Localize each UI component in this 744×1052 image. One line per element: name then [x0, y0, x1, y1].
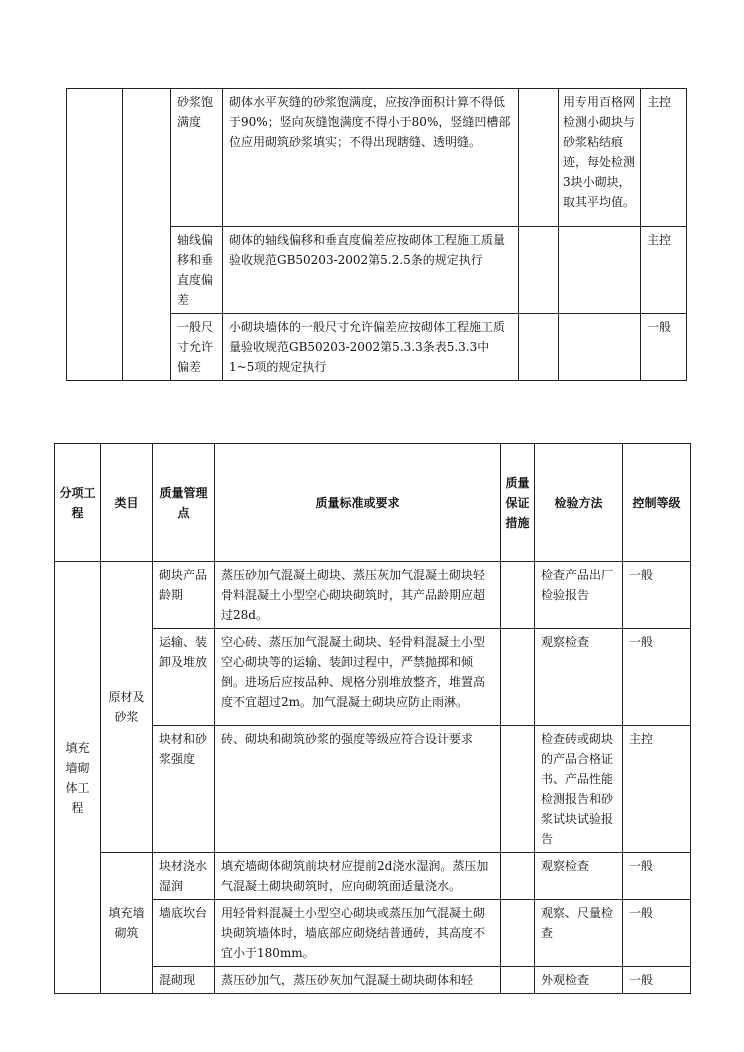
quality-point: 砂浆饱满度 — [171, 89, 223, 227]
header-division: 分项工程 — [55, 444, 101, 562]
quality-point: 墙底坎台 — [153, 900, 215, 967]
quality-point: 块材浇水湿润 — [153, 853, 215, 900]
table-row — [55, 853, 691, 900]
inspection-method: 检查产品出厂检验报告 — [535, 562, 623, 629]
quality-requirement: 用轻骨料混凝土小型空心砌块或蒸压加气混凝土砌块砌筑墙体时，墙底部应砌烧结普通砖，其高度不宜小于180mm。 — [215, 900, 501, 967]
quality-point: 混砌现 — [153, 967, 215, 994]
table-header-row — [55, 444, 691, 562]
quality-point: 轴线偏移和垂直度偏差 — [171, 227, 223, 314]
assurance-measure — [501, 853, 535, 900]
control-level: 主控 — [641, 89, 687, 227]
inspection-method: 外观检查 — [535, 967, 623, 994]
header-inspection-method: 检验方法 — [535, 444, 623, 562]
quality-requirement: 填充墙砌体砌筑前块材应提前2d浇水湿润。蒸压加气混凝土砌块砌筑时，应向砌筑面适量浇水。 — [215, 853, 501, 900]
assurance-measure — [519, 227, 559, 314]
inspection-method: 检查砖或砌块的产品合格证书、产品性能检测报告和砂浆试块试验报告 — [535, 726, 623, 853]
inspection-method: 用专用百格网检测小砌块与砂浆粘结痕迹，每处检测3块小砌块，取其平均值。 — [559, 89, 641, 227]
quality-point: 一般尺寸允许偏差 — [171, 314, 223, 381]
assurance-measure — [501, 726, 535, 853]
quality-point: 运输、装卸及堆放 — [153, 629, 215, 726]
category-cell: 原材及砂浆 — [101, 562, 153, 853]
quality-requirement: 小砌块墙体的一般尺寸允许偏差应按砌体工程施工质量验收规范GB50203-2002第5.3.3条表5.3.3中1~5项的规定执行 — [223, 314, 519, 381]
header-category: 类目 — [101, 444, 153, 562]
inspection-method: 观察、尺量检查 — [535, 900, 623, 967]
quality-requirement: 蒸压砂加气混凝土砌块、蒸压灰加气混凝土砌块轻骨料混凝土小型空心砌块砌筑时，其产品龄期应超过28d。 — [215, 562, 501, 629]
inspection-method — [559, 227, 641, 314]
quality-requirement: 砖、砌块和砌筑砂浆的强度等级应符合设计要求 — [215, 726, 501, 853]
control-level: 主控 — [641, 227, 687, 314]
quality-table-continued — [66, 88, 687, 381]
table-row — [67, 89, 687, 227]
control-level: 一般 — [623, 629, 691, 726]
assurance-measure — [519, 314, 559, 381]
empty-cell — [67, 89, 123, 381]
assurance-measure — [501, 967, 535, 994]
header-quality-point: 质量管理点 — [153, 444, 215, 562]
control-level: 主控 — [623, 726, 691, 853]
quality-requirement: 砌体水平灰缝的砂浆饱满度，应按净面积计算不得低于90%；竖向灰缝饱满度不得小于80%，竖缝凹槽部位应用砌筑砂浆填实；不得出现瞎缝、透明缝。 — [223, 89, 519, 227]
control-level: 一般 — [623, 900, 691, 967]
header-assurance-measure: 质量保证措施 — [501, 444, 535, 562]
control-level: 一般 — [623, 853, 691, 900]
division-cell: 填充墙砌体工程 — [55, 562, 101, 994]
table-row — [55, 562, 691, 629]
assurance-measure — [519, 89, 559, 227]
empty-cell — [123, 89, 171, 381]
header-requirement: 质量标准或要求 — [215, 444, 501, 562]
assurance-measure — [501, 562, 535, 629]
quality-requirement: 砌体的轴线偏移和垂直度偏差应按砌体工程施工质量验收规范GB50203-2002第5.2.5条的规定执行 — [223, 227, 519, 314]
quality-requirement: 空心砖、蒸压加气混凝土砌块、轻骨料混凝土小型空心砌块等的运输、装卸过程中，严禁抛掷和倾倒。进场后应按品种、规格分别堆放整齐，堆置高度不宜超过2m。加气混凝土砌块应防止雨淋。 — [215, 629, 501, 726]
quality-requirement: 蒸压砂加气，蒸压砂灰加气混凝土砌块砌体和轻 — [215, 967, 501, 994]
header-control-level: 控制等级 — [623, 444, 691, 562]
category-cell: 填充墙砌筑 — [101, 853, 153, 994]
quality-point: 块材和砂浆强度 — [153, 726, 215, 853]
inspection-method — [559, 314, 641, 381]
control-level: 一般 — [641, 314, 687, 381]
control-level: 一般 — [623, 967, 691, 994]
inspection-method: 观察检查 — [535, 853, 623, 900]
quality-table — [54, 443, 691, 994]
assurance-measure — [501, 900, 535, 967]
control-level: 一般 — [623, 562, 691, 629]
inspection-method: 观察检查 — [535, 629, 623, 726]
assurance-measure — [501, 629, 535, 726]
quality-point: 砌块产品龄期 — [153, 562, 215, 629]
